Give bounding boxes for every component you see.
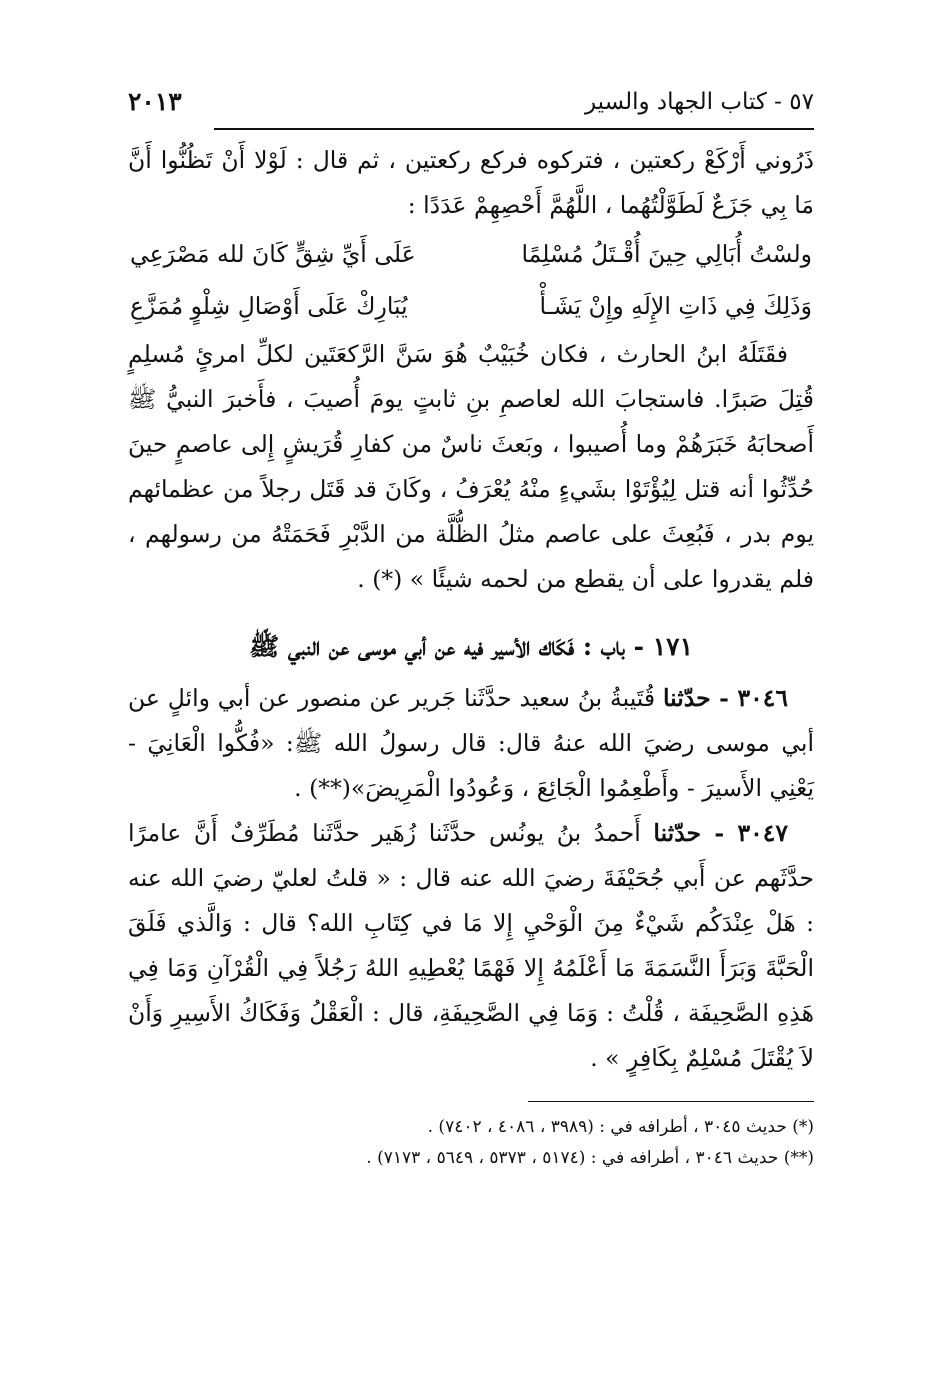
footnote-2: (**) حديث ٣٠٤٦ ، أطرافه في : (٥١٧٤ ، ٥٣٧٣ ، ٥٦٤٩ ، ٧١٧٣) . bbox=[366, 1148, 814, 1168]
verse-1-first-hemistich: ولسْتُ أُبَالِي حِينَ أُقْـتَلُ مُسْلِمًا bbox=[521, 240, 812, 268]
chapter-title: ٥٧ - كتاب الجهاد والسير bbox=[584, 89, 814, 115]
verse-2-first-hemistich: وَذَلِكَ فِي ذَاتِ الإِلَهِ وإِنْ يَشَـأْ bbox=[539, 292, 812, 320]
hadith-3047 bbox=[128, 811, 814, 1081]
footnote-1: (*) حديث ٣٠٤٥ ، أطرافه في : (٣٩٨٩ ، ٤٠٨٦ ، ٧٤٠٢) . bbox=[427, 1117, 814, 1137]
footnotes bbox=[128, 1112, 814, 1174]
verse-1-second-hemistich: عَلَى أَيِّ شِقٍّ كَانَ لله مَصْرَعِي bbox=[130, 240, 416, 268]
page-number: ٢٠١٣ bbox=[128, 87, 182, 116]
hadith-3046 bbox=[128, 676, 814, 811]
verse-line-2 bbox=[128, 280, 814, 332]
hadith-3046-text: قُتَيبةُ بنُ سعيد حدَّثَنا جَرير عن منصور عن أبي وائلٍ عن أبي موسى رضيَ الله عنهُ قال: قال رسولُ الله ﷺ: «فُكُّوا الْعَانِيَ - يَعْنِي الأَسيرَ - وأَطْعِمُوا الْجَائِعَ ، وَعُودُوا الْمَرِيضَ»(**) . bbox=[128, 684, 814, 802]
footnote-divider bbox=[528, 1101, 814, 1102]
hadith-3047-label: ٣٠٤٧ - حدّثنا bbox=[653, 819, 788, 847]
verse-2-second-hemistich: يُبَارِكْ عَلَى أَوْصَالِ شِلْوٍ مُمَزَّعِ bbox=[130, 292, 408, 320]
header-divider bbox=[214, 128, 814, 130]
book-page bbox=[128, 82, 814, 1174]
page-header bbox=[128, 82, 814, 122]
hadith-3046-label: ٣٠٤٦ - حدّثنا bbox=[662, 684, 788, 712]
opening-paragraph: ذَرُوني أَرْكَعْ ركعتين ، فتركوه فركع ركعتين ، ثم قال : لَوْلا أَنْ تَظُنُّوا أَنَّ مَا بِي جَزَعٌ لَطَوَّلْتُهُما ، اللَّهُمَّ أَحْصِهِمْ عَدَدًا : bbox=[128, 146, 814, 219]
narrative-paragraph: فقَتَلَهُ ابنُ الحارث ، فكان خُبَيْبٌ هُوَ سَنَّ الرَّكعَتَين لكلِّ امرئٍ مُسلِمٍ قُتِلَ صَبرًا. فاستجابَ الله لعاصمِ بنِ ثابتٍ يومَ أُصيبَ ، فأَخبرَ النبيُّ ﷺ أَصحابَهُ خَبَرَهُمْ وما أُصيبوا ، وبَعثَ ناسٌ من كفارِ قُرَيشٍ إِلى عاصمٍ حينَ حُدِّثُوا أنه قتل لِيُؤْتَوْا بشَيءٍ منْهُ يُعْرَفُ ، وكَانَ قد قَتَل رجلاً من عظمائهم يوم بدر ، فَبُعِثَ على عاصم مثلُ الظُّلَّة من الدَّبْرِ فَحَمَتْهُ من رسولهم ، فلم يقدروا على أن يقطع من لحمه شيئًا » (*) . bbox=[128, 340, 814, 593]
main-text bbox=[128, 138, 814, 1081]
verse-line-1 bbox=[128, 228, 814, 280]
hadith-3047-text: أَحمدُ بنُ يونُس حدَّثَنا زُهَير حدَّثَنا مُطَرِّفٌ أَنَّ عامرًا حدَّثَهم عن أَبي جُحَيْفَةَ رضيَ الله عنه قال : « قلتُ لعليّ رضيَ الله عنه : هَلْ عِنْدَكُم شَيْءٌ مِنَ الْوَحْيِ إِلا مَا في كِتَابِ الله؟ قال : وَالَّذي فَلَقَ الْحَبَّةَ وَبَرَأَ النَّسَمَةَ مَا أَعْلَمُهُ إِلا فَهْمًا يُعْطِيهِ اللهُ رَجُلاً فِي الْقُرْآنِ وَمَا فِي هَذِهِ الصَّحِيفَة ، قُلْتُ : وَمَا فِي الصَّحِيفَةِ، قال : الْعَقْلُ وَفَكَاكُ الأَسِيرِ وَأَنْ لاَ يُقْتَلَ مُسْلِمٌ بِكَافِرٍ » . bbox=[128, 819, 814, 1072]
section-heading: ١٧١ - باب : فَكَاك الأسير فيه عن أبي موسى عن النبي ﷺ bbox=[248, 632, 694, 661]
